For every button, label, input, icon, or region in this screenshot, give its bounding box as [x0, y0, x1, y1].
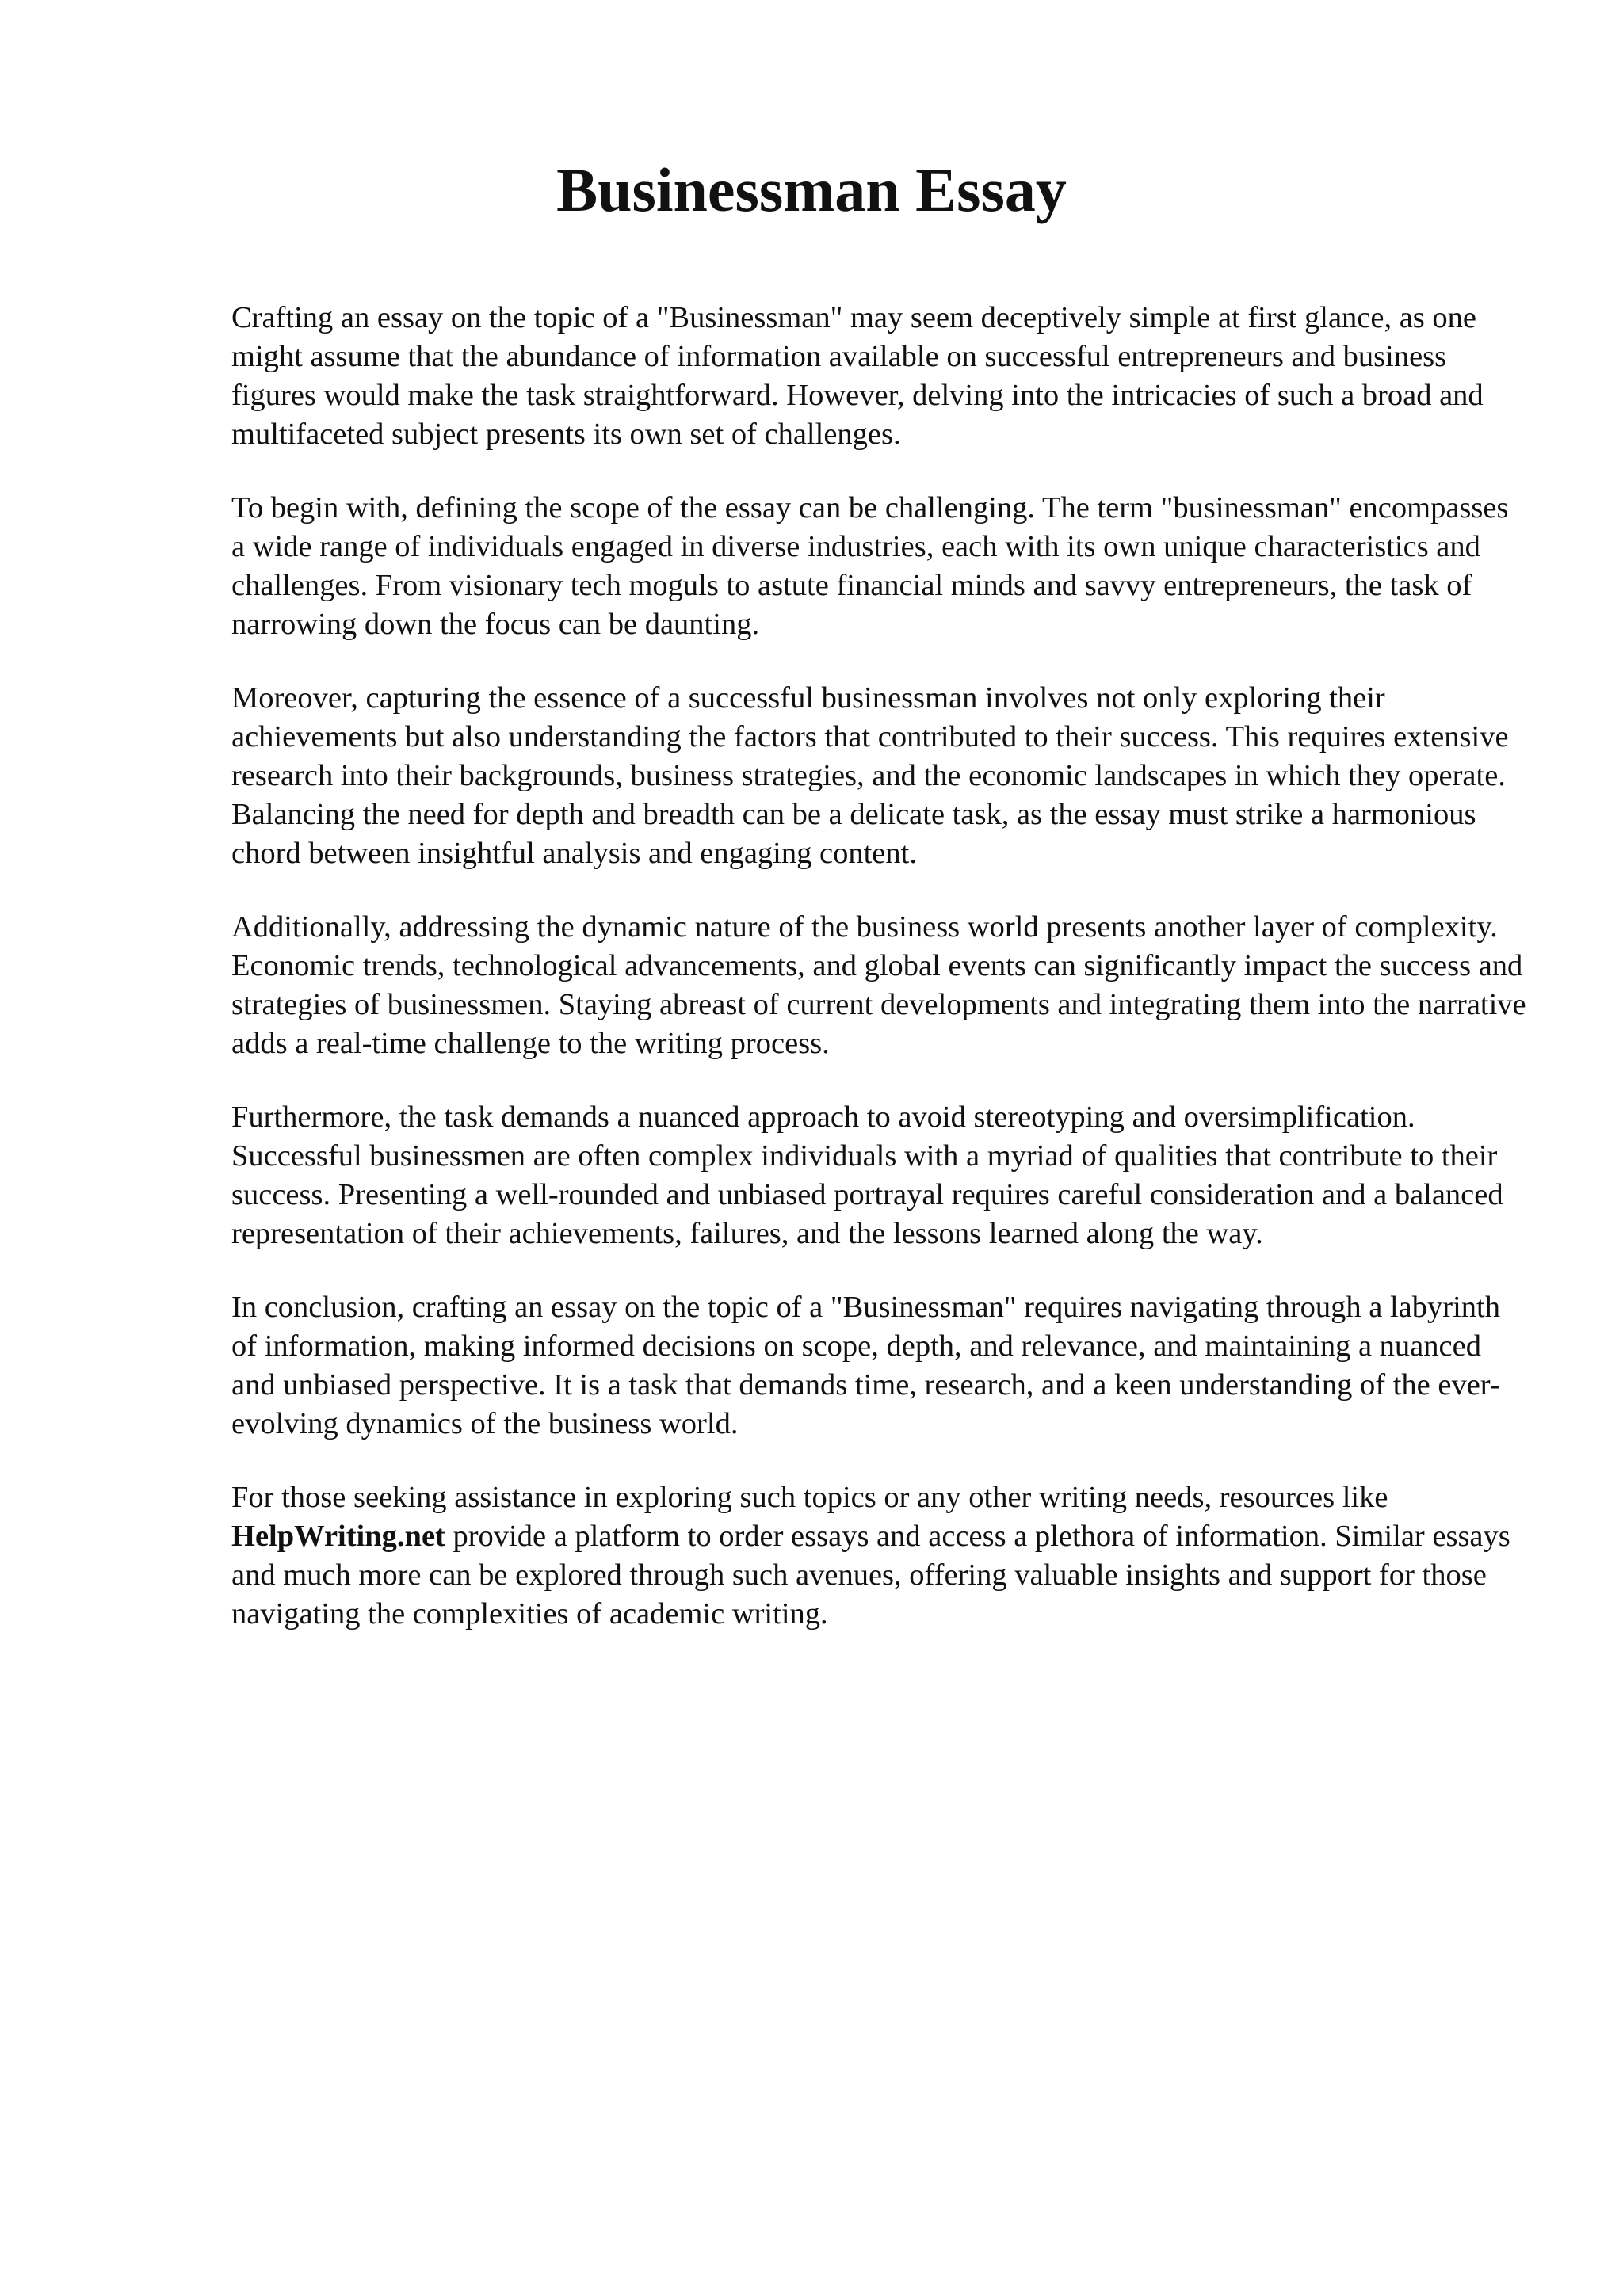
paragraph-6: In conclusion, crafting an essay on the topic of a "Businessman" requires navigating through a labyrinth of information, making informed decisions on scope, depth, and relevance, and maintaining a nuanced and unbiased perspective. It is a task that demands time, research, and a keen understanding of the ever-evolving dynamics of the business world.: [231, 1291, 1500, 1440]
paragraph-closing: [231, 1478, 1528, 1634]
paragraph-5: Furthermore, the task demands a nuanced approach to avoid stereotyping and oversimplification. Successful businessmen are often complex individuals with a myriad of qualities that contribute to their success. Presenting a well-rounded and unbiased portrayal requires careful consideration and a balanced representation of their achievements, failures, and the lessons learned along the way.: [231, 1100, 1503, 1250]
closing-text-before: For those seeking assistance in exploring such topics or any other writing needs, resources like: [231, 1481, 1388, 1514]
brand-name: HelpWriting.net: [231, 1520, 445, 1553]
essay-body: [231, 299, 1528, 1669]
closing-text-after: provide a platform to order essays and access a plethora of information. Similar essays and much more can be explored through such avenues, offering valuable insights and support for those navigating the complexities of academic writing.: [231, 1520, 1510, 1630]
paragraph-3: Moreover, capturing the essence of a successful businessman involves not only exploring their achievements but also understanding the factors that contributed to their success. This requires extensive research into their backgrounds, business strategies, and the economic landscapes in which they operate. Balancing the need for depth and breadth can be a delicate task, as the essay must strike a harmonious chord between insightful analysis and engaging content.: [231, 681, 1509, 870]
page-title: Businessman Essay: [556, 155, 1067, 224]
paragraph-1: Crafting an essay on the topic of a "Businessman" may seem deceptively simple at first glance, as one might assume that the abundance of information available on successful entrepreneurs and business figures would make the task straightforward. However, delving into the intricacies of such a broad and multifaceted subject presents its own set of challenges.: [231, 301, 1484, 451]
paragraph-4: Additionally, addressing the dynamic nature of the business world presents another layer of complexity. Economic trends, technological advancements, and global events can significantly impact the success and strategies of businessmen. Staying abreast of current developments and integrating them into the narrative adds a real-time challenge to the writing process.: [231, 910, 1526, 1060]
paragraph-2: To begin with, defining the scope of the essay can be challenging. The term "businessman" encompasses a wide range of individuals engaged in diverse industries, each with its own unique characteristics and challenges. From visionary tech moguls to astute financial minds and savvy entrepreneurs, the task of narrowing down the focus can be daunting.: [231, 491, 1509, 641]
